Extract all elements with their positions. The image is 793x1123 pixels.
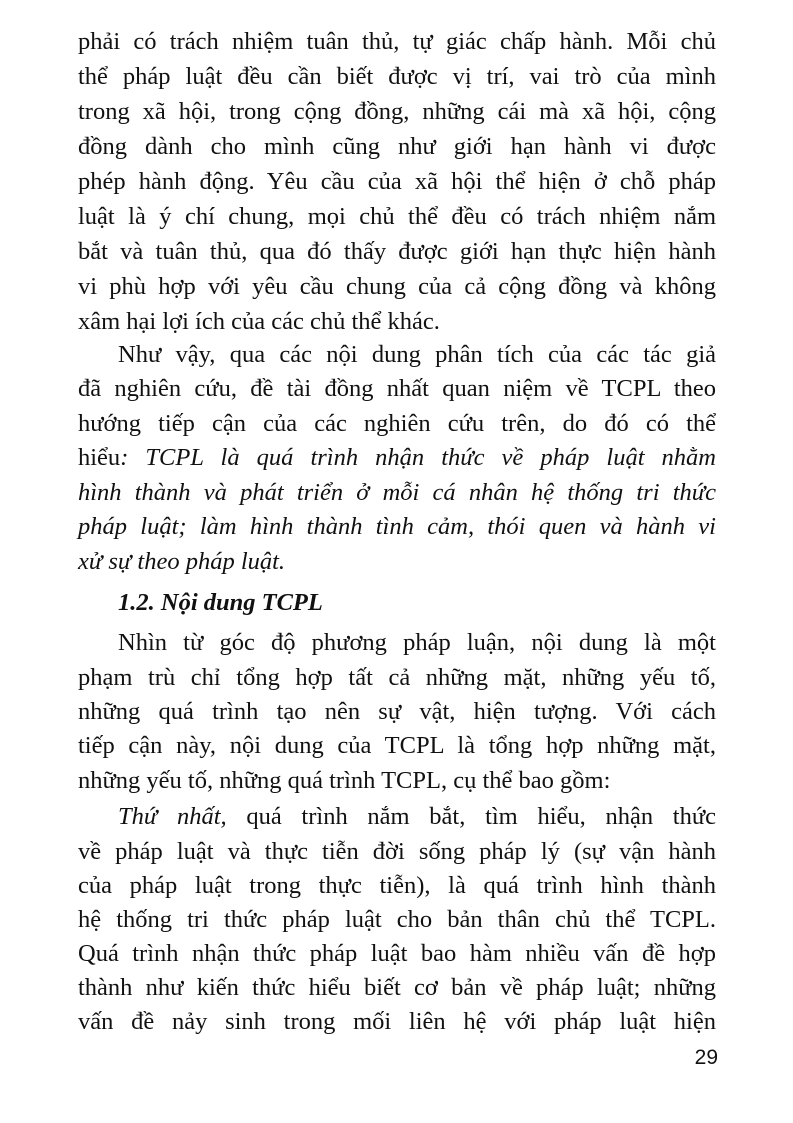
text-line: của pháp luật trong thực tiễn), là quá trình hình thành [78,872,716,899]
text-line: vấn đề nảy sinh trong mối liên hệ với pháp luật hiện [78,1008,716,1035]
text-line: đã nghiên cứu, đề tài đồng nhất quan niệm về TCPL theo [78,375,716,402]
text-line: thể pháp luật đều cần biết được vị trí, vai trò của mình [78,63,716,90]
text-line: phải có trách nhiệm tuân thủ, tự giác chấp hành. Mỗi chủ [78,28,716,55]
text-line: về pháp luật và thực tiễn đời sống pháp lý (sự vận hành [78,838,716,865]
page-number: 29 [694,1046,718,1069]
text-line: vi phù hợp với yêu cầu chung của cả cộng đồng và không [78,273,716,300]
text-line: trong xã hội, trong cộng đồng, những cái mà xã hội, cộng [78,98,716,125]
definition-italic-line: xử sự theo pháp luật. [78,548,286,575]
text-line: những quá trình tạo nên sự vật, hiện tượng. Với cách [78,698,716,725]
text-span: quá trình nắm bắt, tìm hiểu, nhận thức [226,803,717,830]
text-line: Như vậy, qua các nội dung phân tích của các tác giả [118,341,716,368]
definition-italic: : TCPL là quá trình nhận thức về pháp luật nhằm [120,444,716,471]
text-span-italic: Thứ nhất, [118,803,227,830]
text-line: đồng dành cho mình cũng như giới hạn hành vi được [78,133,716,160]
text-line: phạm trù chỉ tổng hợp tất cả những mặt, những yếu tố, [78,664,716,691]
text-line: hệ thống tri thức pháp luật cho bản thân chủ thể TCPL. [78,906,716,933]
text-span: hiểu [78,444,121,471]
definition-italic-line: hình thành và phát triển ở mỗi cá nhân hệ thống tri thức [78,479,716,506]
text-line: bắt và tuân thủ, qua đó thấy được giới hạn thực hiện hành [78,238,716,265]
text-line: tiếp cận này, nội dung của TCPL là tổng hợp những mặt, [78,732,716,759]
text-line: hướng tiếp cận của các nghiên cứu trên, do đó có thể [78,410,716,437]
definition-italic-line: pháp luật; làm hình thành tình cảm, thói quen và hành vi [78,513,716,540]
text-line: luật là ý chí chung, mọi chủ thể đều có trách nhiệm nắm [78,203,716,230]
text-line: thành như kiến thức hiểu biết cơ bản về pháp luật; những [78,974,716,1001]
text-line: những yếu tố, những quá trình TCPL, cụ thể bao gồm: [78,767,611,794]
text-line: Nhìn từ góc độ phương pháp luận, nội dung là một [118,629,716,656]
text-line: xâm hại lợi ích của các chủ thể khác. [78,308,440,335]
text-line: Quá trình nhận thức pháp luật bao hàm nhiều vấn đề hợp [78,940,716,967]
text-line [78,443,716,473]
text-line [118,802,716,832]
section-heading: 1.2. Nội dung TCPL [118,589,323,616]
text-line: phép hành động. Yêu cầu của xã hội thể hiện ở chỗ pháp [78,168,716,195]
